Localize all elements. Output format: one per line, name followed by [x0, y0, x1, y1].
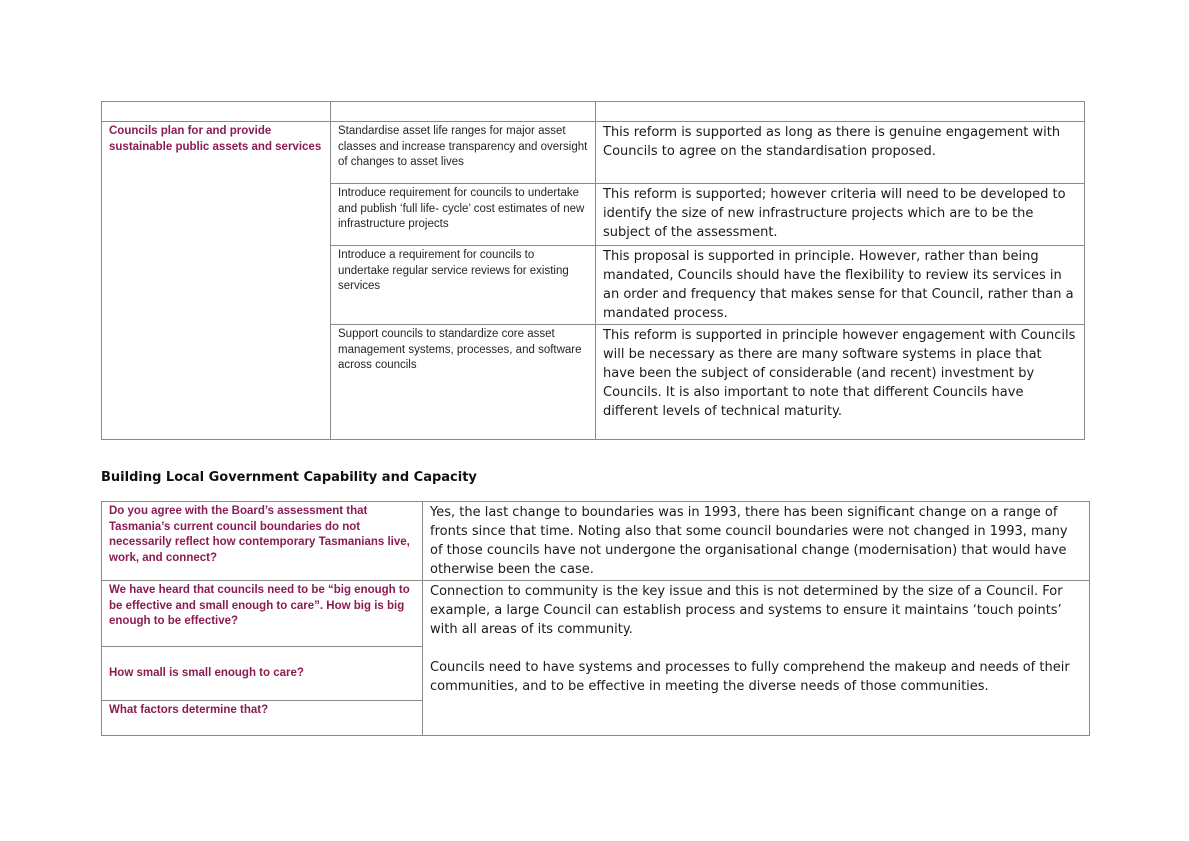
- question-cell: We have heard that councils need to be “big enough to be effective and small enough to care”. How big is big enough to be effective?: [102, 581, 423, 647]
- section-heading: Building Local Government Capability and Capacity: [101, 470, 477, 485]
- answer-cell: [423, 502, 1090, 581]
- answer-paragraph: Connection to community is the key issue and this is not determined by the size of a Council. For example, a large Council can establish process and systems to ensure it maintains ‘touch points’ with all areas of its community.: [430, 584, 1063, 637]
- response-cell: This reform is supported in principle however engagement with Councils will be necessary as there are many software systems in place that have been the subject of considerable (and recent) investment by Councils. It is also important to note that different Councils have different levels of technical maturity.: [596, 325, 1085, 440]
- table-header-row: [102, 102, 1085, 122]
- question-cell: How small is small enough to care?: [102, 647, 423, 701]
- reform-cell: Support councils to standardize core asset management systems, processes, and software across councils: [331, 325, 596, 440]
- reforms-table: [101, 101, 1085, 440]
- header-cell-empty: [596, 102, 1085, 122]
- table-row: [102, 122, 1085, 184]
- capability-table: [101, 501, 1090, 736]
- reform-cell: Standardise asset life ranges for major asset classes and increase transparency and oversight of changes to asset lives: [331, 122, 596, 184]
- theme-cell: Councils plan for and provide sustainable public assets and services: [102, 122, 331, 440]
- reform-cell: Introduce a requirement for councils to undertake regular service reviews for existing services: [331, 246, 596, 325]
- response-cell: This reform is supported as long as there is genuine engagement with Councils to agree on the standardisation proposed.: [596, 122, 1085, 184]
- response-cell: This proposal is supported in principle. However, rather than being mandated, Councils should have the flexibility to review its services in an order and frequency that makes sense for that Council, rather than a mandated process.: [596, 246, 1085, 325]
- answer-paragraph: Councils need to have systems and processes to fully comprehend the makeup and needs of their communities, and to be effective in meeting the diverse needs of those communities.: [430, 660, 1070, 694]
- table-row: [102, 502, 1090, 581]
- header-cell-empty: [102, 102, 331, 122]
- table-row: [102, 581, 1090, 647]
- reform-cell: Introduce requirement for councils to undertake and publish ‘full life- cycle’ cost estimates of new infrastructure projects: [331, 184, 596, 246]
- question-cell: What factors determine that?: [102, 701, 423, 736]
- answer-text: Yes, the last change to boundaries was in 1993, there has been significant change on a range of fronts since that time. Noting also that some council boundaries were not changed in 1993, many of those councils have not undergone the organisational change (modernisation) that would have otherwise been the case.: [430, 505, 1068, 577]
- response-cell: This reform is supported; however criteria will need to be developed to identify the size of new infrastructure projects which are to be the subject of the assessment.: [596, 184, 1085, 246]
- header-cell-empty: [331, 102, 596, 122]
- question-cell: Do you agree with the Board’s assessment that Tasmania’s current council boundaries do not necessarily reflect how contemporary Tasmanians live, work, and connect?: [102, 502, 423, 581]
- answer-cell: [423, 581, 1090, 736]
